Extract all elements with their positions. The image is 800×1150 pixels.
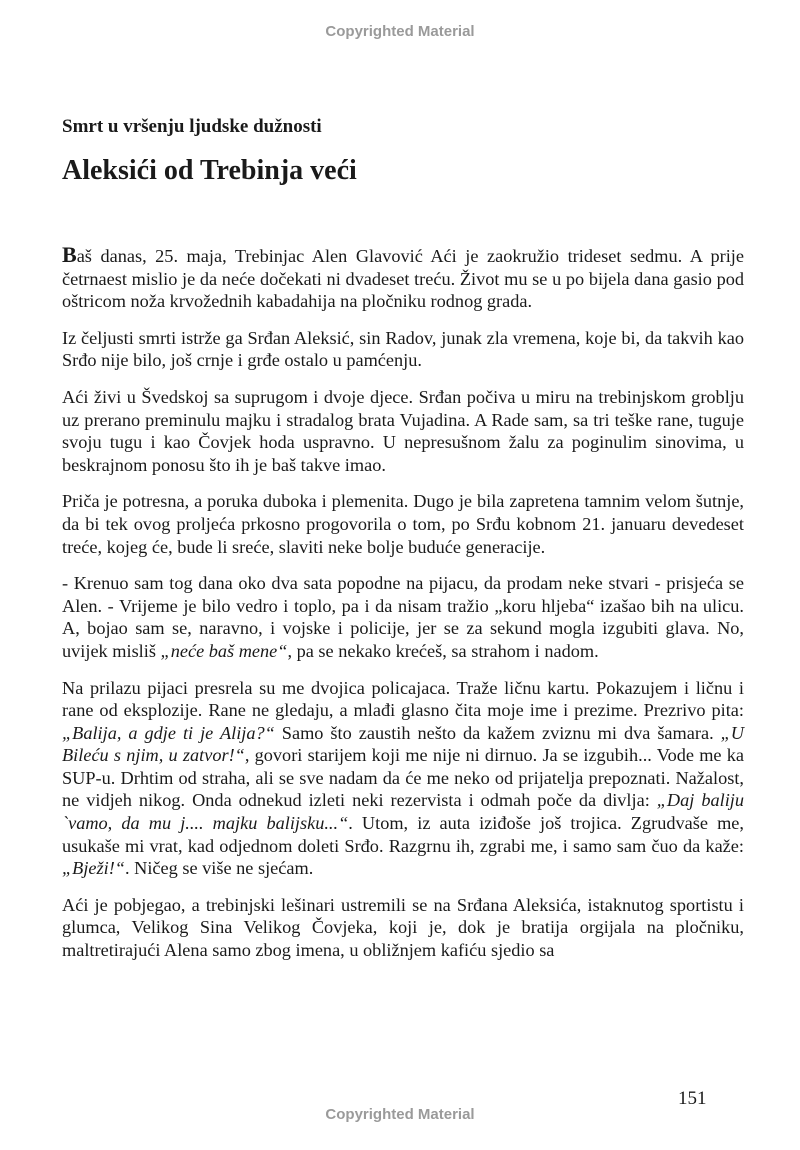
quoted-speech: „neće baš mene“: [160, 640, 288, 661]
page-number: 151: [678, 1088, 707, 1109]
paragraph-text: , pa se nekako krećeš, sa strahom i nadom.: [287, 640, 599, 661]
paragraph-text: , govori starijem koji me nije ni dirnuo. Ja se izgubih... Vode me ka SUP-u. Drhtim od straha, ali se sve nadam da će me neko od prijatelja prepoznati. Nažalost, ne vidjeh nikog. Onda odnekud izleti neki rezervista i odmah poče da divlja:: [62, 745, 745, 811]
quoted-speech: „Balija, a gdje ti je Alija?“: [62, 722, 275, 743]
paragraph-text: Iz čeljusti smrti istrže ga Srđan Aleksić, sin Radov, junak zla vremena, koje bi, da takvih kao Srđo nije bilo, još crnje i grđe ostalo u pamćenju.: [62, 327, 744, 371]
body-paragraph: [62, 894, 744, 962]
paragraph-text: Aći živi u Švedskoj sa suprugom i dvoje djece. Srđan počiva u miru na trebinjskom groblju uz prerano preminulu majku i stradalog brata Vujadina. A Rade sam, sa tri teške rane, tuguje svoju tugu i kao Čovjek hoda uspravno. U nepresušnom žalu za poginulim sinovima, u beskrajnom ponosu što ih je baš takve imao.: [62, 386, 744, 475]
paragraph-text: aš danas, 25. maja, Trebinjac Alen Glavović Aći je zaokružio trideset sedmu. A prije četrnaest mislio je da neće dočekati ni dvadeset treću. Život mu se u po bijela dana gasio pod oštricom noža krvožednih kabadahija na pločniku rodnog grada.: [62, 246, 744, 312]
quoted-speech: „Bježi!“: [62, 858, 125, 879]
copyright-watermark-bottom: Copyrighted Material: [325, 1106, 475, 1123]
chapter-subtitle: Smrt u vršenju ljudske dužnosti: [62, 116, 322, 137]
quoted-speech: „Daj baliju `vamo, da mu j.... majku balijsku...“: [62, 790, 744, 834]
paragraph-text: . Ničeg se više ne sjećam.: [124, 858, 314, 879]
paragraph-text: Na prilazu pijaci presrela su me dvojica policajaca. Traže ličnu kartu. Pokazujem i ličnu i rane od eksplozije. Rane ne gledaju, a mlađi glasno čita moje ime i prezime. Prezrivo pita:: [62, 677, 744, 721]
paragraph-text: Priča je potresna, a poruka duboka i plemenita. Dugo je bila zapretena tamnim velom šutnje, da bi tek ovog proljeća prkosno progovorila o tom, po Srđu kobnom 21. januaru devedeset treće, kojeg će, bude li sreće, slaviti neke bolje buduće generacije.: [62, 491, 744, 557]
chapter-title: Aleksići od Trebinja veći: [62, 155, 357, 186]
body-paragraph: [62, 327, 744, 372]
body-paragraph: [62, 490, 744, 558]
quoted-speech: „U Bileću s njim, u zatvor!“: [62, 722, 745, 766]
body-paragraph: [62, 244, 744, 313]
body-paragraph: [62, 572, 744, 662]
body-paragraph: [62, 386, 744, 476]
article-body: [62, 244, 744, 976]
paragraph-text: Samo što zaustih nešto da kažem zviznu mi dva šamara.: [274, 722, 721, 743]
body-paragraph: [62, 677, 744, 880]
paragraph-text: - Krenuo sam tog dana oko dva sata popodne na pijacu, da prodam neke stvari - prisjeća se Alen. - Vrijeme je bilo vedro i toplo, pa i da nisam tražio „koru hljeba“ izašao bih na ulicu. A, bojao sam se, naravno, i vojske i policije, jer se za sekund mogla izgubiti glava. No, uvijek misliš: [62, 573, 744, 661]
drop-cap-letter: B: [62, 242, 77, 267]
copyright-watermark-top: Copyrighted Material: [325, 23, 475, 40]
paragraph-text: . Utom, iz auta iziđoše još trojica. Zgrudvaše me, usukaše mi vrat, kad odjednom doleti Srđo. Razgrnu ih, zgrabi me, i samo sam čuo da kaže:: [62, 813, 744, 856]
paragraph-text: Aći je pobjegao, a trebinjski lešinari ustremili se na Srđana Aleksića, istaknutog sportistu i glumca, Velikog Sina Velikog Čovjeka, koji je, dok je bratija orgijala na pločniku, maltretirajući Alena samo zbog imena, u obližnjem kafiću sjedio sa: [62, 894, 744, 961]
